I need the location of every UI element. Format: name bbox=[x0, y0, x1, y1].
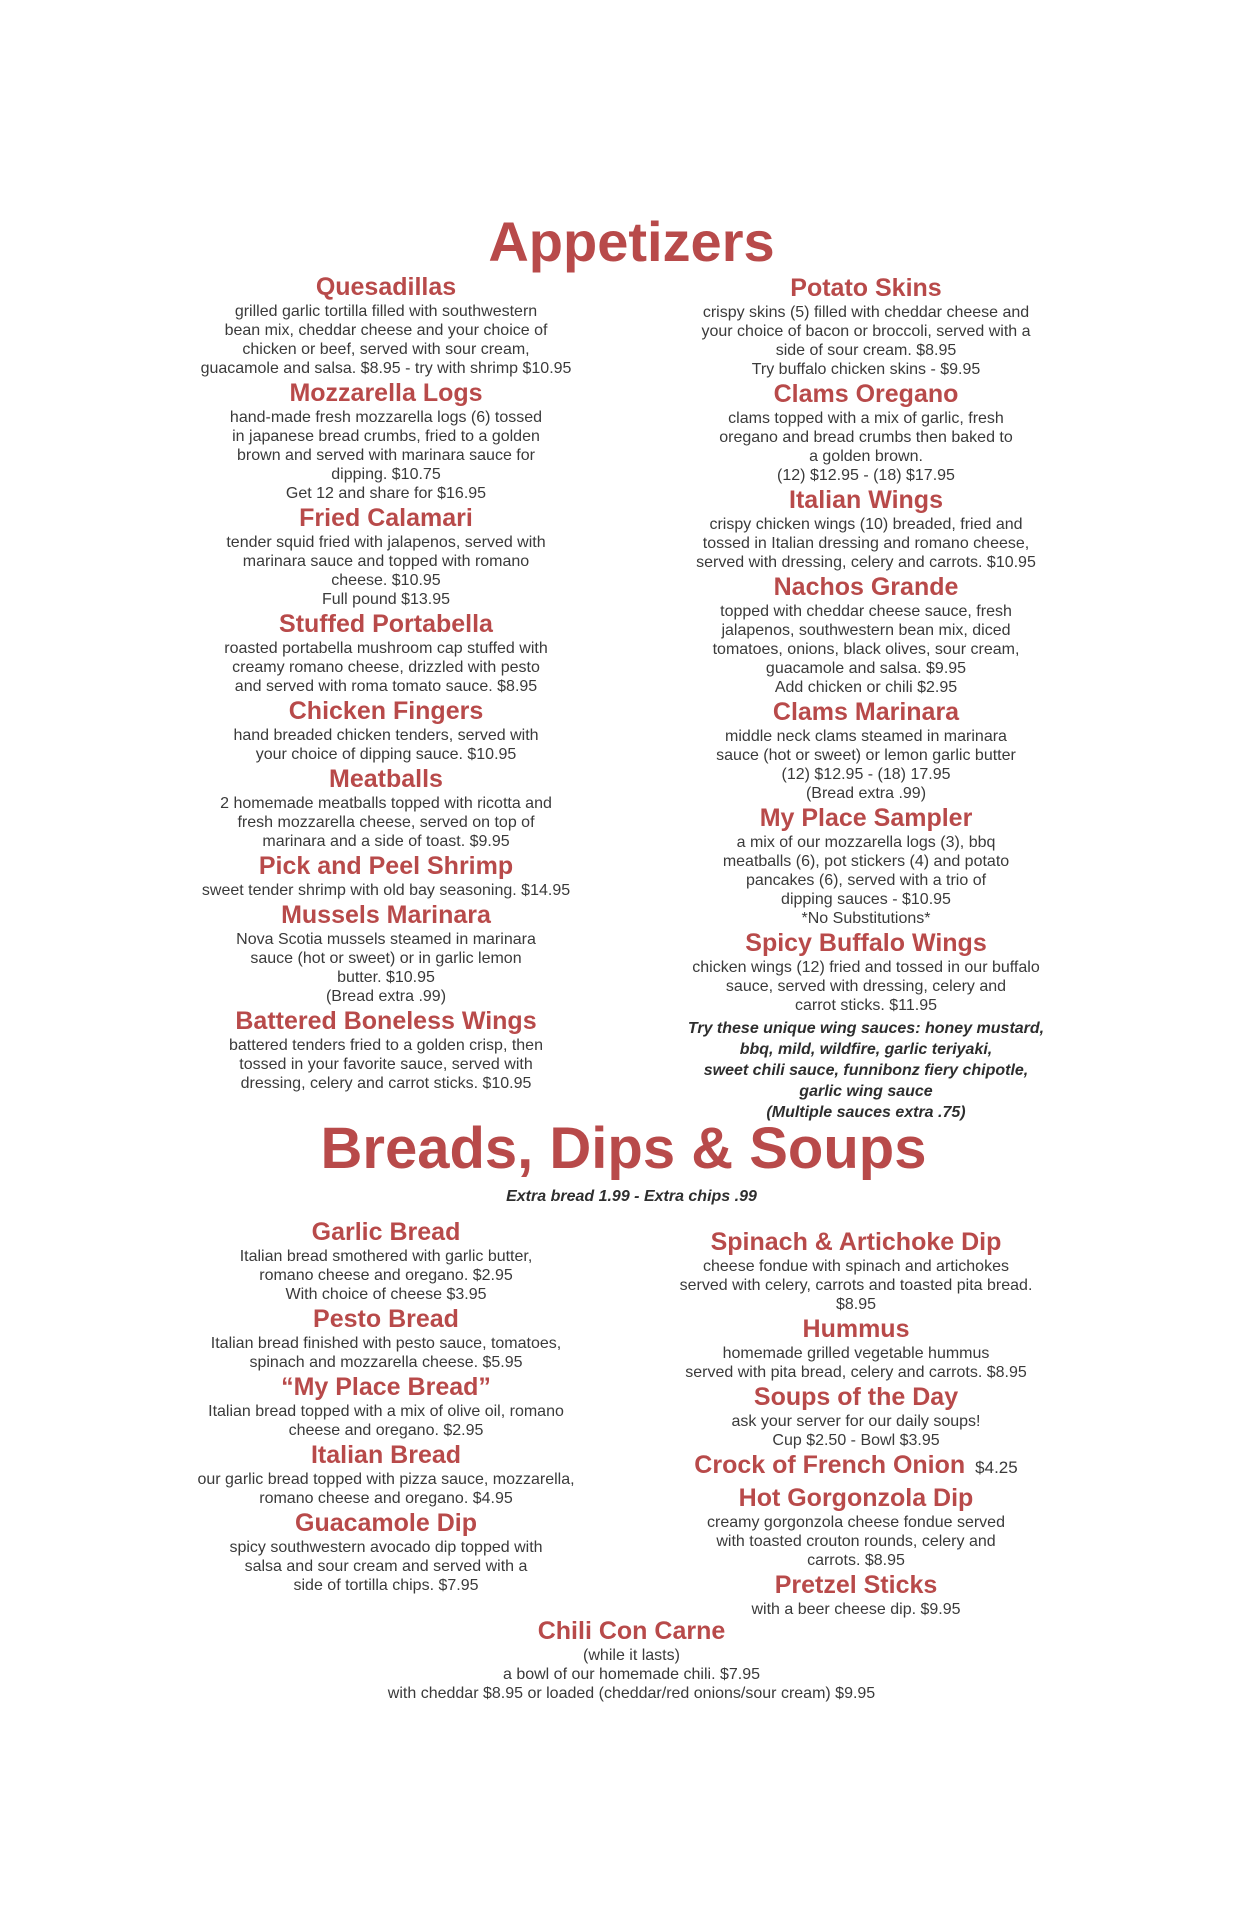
menu-item-description: chicken wings (12) fried and tossed in our buffalo bbox=[692, 959, 1040, 976]
menu-item-potato-skins bbox=[650, 273, 1082, 379]
menu-item-description: sweet tender shrimp with old bay seasoning. $14.95 bbox=[201, 882, 571, 899]
menu-item-garlic-bread bbox=[170, 1217, 602, 1304]
menu-item-description: and served with roma tomato sauce. $8.95 bbox=[234, 678, 538, 695]
menu-item-name bbox=[170, 378, 602, 408]
chili-con-carne-section bbox=[0, 1616, 1243, 1703]
menu-item-name-text: Meatballs bbox=[329, 765, 443, 793]
menu-item-name bbox=[650, 273, 1082, 303]
menu-item-description: 2 homemade meatballs topped with ricotta and bbox=[220, 795, 552, 812]
menu-item-fried-calamari bbox=[170, 503, 602, 609]
menu-item-name-text: Stuffed Portabella bbox=[279, 610, 493, 638]
breads-dips-soups-title bbox=[0, 1116, 1243, 1182]
menu-item-description: Full pound $13.95 bbox=[321, 591, 451, 608]
menu-item-italian-wings bbox=[650, 485, 1082, 572]
menu-item-description: homemade grilled vegetable hummus bbox=[722, 1345, 990, 1362]
menu-item-name bbox=[640, 1483, 1072, 1513]
menu-item-description: Nova Scotia mussels steamed in marinara bbox=[236, 931, 536, 948]
menu-item-description: brown and served with marinara sauce for bbox=[237, 447, 535, 464]
menu-item-description: romano cheese and oregano. $4.95 bbox=[259, 1490, 513, 1507]
menu-item-mozzarella-logs bbox=[170, 378, 602, 503]
menu-item-name-text: Chicken Fingers bbox=[288, 697, 484, 725]
menu-item-clams-marinara bbox=[650, 697, 1082, 803]
menu-item-description: Italian bread topped with a mix of olive oil, romano bbox=[208, 1403, 564, 1420]
menu-item-description: battered tenders fried to a golden crisp, then bbox=[229, 1037, 543, 1054]
menu-item-description: with a beer cheese dip. $9.95 bbox=[751, 1601, 961, 1618]
menu-item-my-place-bread bbox=[170, 1372, 602, 1440]
menu-item-name-text: Mussels Marinara bbox=[281, 901, 491, 929]
menu-item-description: cheese and oregano. $2.95 bbox=[288, 1422, 484, 1439]
menu-item-description: your choice of dipping sauce. $10.95 bbox=[255, 746, 517, 763]
dips-title-word: Dips bbox=[549, 1116, 676, 1181]
menu-item-description: (while it lasts) bbox=[583, 1647, 680, 1664]
menu-item-description: topped with cheddar cheese sauce, fresh bbox=[720, 603, 1012, 620]
menu-item-description: served with celery, carrots and toasted pita bread. bbox=[679, 1277, 1033, 1294]
menu-item-name bbox=[170, 1006, 602, 1036]
menu-item-description: crispy skins (5) filled with cheddar cheese and bbox=[702, 304, 1030, 321]
menu-item-name bbox=[650, 379, 1082, 409]
menu-item-name bbox=[0, 1616, 1243, 1646]
menu-item-soups-of-the-day bbox=[640, 1382, 1072, 1450]
menu-item-description: sauce (hot or sweet) or in garlic lemon bbox=[250, 950, 522, 967]
sauce-note-line: sweet chili sauce, funnibonz fiery chipotle, bbox=[703, 1062, 1029, 1079]
menu-item-description: a mix of our mozzarella logs (3), bbq bbox=[736, 834, 996, 851]
menu-item-description: tomatoes, onions, black olives, sour cream, bbox=[712, 641, 1020, 658]
menu-item-description: creamy gorgonzola cheese fondue served bbox=[707, 1514, 1005, 1531]
appetizers-right-column bbox=[650, 273, 1082, 1015]
menu-item-name bbox=[640, 1450, 1072, 1483]
menu-item-description: meatballs (6), pot stickers (4) and potato bbox=[722, 853, 1010, 870]
menu-item-description: creamy romano cheese, drizzled with pesto bbox=[232, 659, 540, 676]
menu-item-guacamole-dip bbox=[170, 1508, 602, 1595]
menu-item-pesto-bread bbox=[170, 1304, 602, 1372]
menu-item-name bbox=[650, 697, 1082, 727]
menu-item-description: Get 12 and share for $16.95 bbox=[285, 485, 487, 502]
menu-item-name-text: “My Place Bread” bbox=[281, 1373, 491, 1401]
menu-item-italian-bread bbox=[170, 1440, 602, 1508]
menu-item-description: guacamole and salsa. $8.95 - try with shrimp $10.95 bbox=[200, 360, 572, 377]
menu-item-name-text: My Place Sampler bbox=[759, 804, 973, 832]
sauce-note-line: (Multiple sauces extra .75) bbox=[766, 1104, 966, 1121]
menu-item-chili-con-carne bbox=[0, 1616, 1243, 1703]
sauce-note-line: Try these unique wing sauces: honey mustard, bbox=[687, 1020, 1045, 1037]
menu-item-description: tossed in Italian dressing and romano cheese, bbox=[702, 535, 1030, 552]
menu-item-name-text: Italian Wings bbox=[789, 486, 943, 514]
menu-item-name bbox=[170, 1508, 602, 1538]
menu-item-description: pancakes (6), served with a trio of bbox=[745, 872, 987, 889]
menu-item-description: Italian bread smothered with garlic butter, bbox=[239, 1248, 533, 1265]
menu-item-name-text: Chili Con Carne bbox=[537, 1617, 726, 1645]
menu-item-name bbox=[170, 503, 602, 533]
menu-item-description: served with dressing, celery and carrots. $10.95 bbox=[696, 554, 1036, 571]
menu-item-description: cheese fondue with spinach and artichokes bbox=[703, 1258, 1009, 1275]
menu-item-description: side of tortilla chips. $7.95 bbox=[293, 1577, 479, 1594]
menu-item-description: your choice of bacon or broccoli, served with a bbox=[701, 323, 1031, 340]
menu-item-description: dressing, celery and carrot sticks. $10.95 bbox=[240, 1075, 532, 1092]
sauce-note-line: garlic wing sauce bbox=[799, 1083, 933, 1100]
menu-item-name bbox=[170, 609, 602, 639]
menu-item-name-text: Quesadillas bbox=[315, 273, 457, 301]
menu-item-description: carrots. $8.95 bbox=[807, 1552, 905, 1569]
menu-item-name bbox=[640, 1570, 1072, 1600]
breads-right-column bbox=[640, 1227, 1072, 1619]
menu-item-description: hand-made fresh mozzarella logs (6) tossed bbox=[229, 409, 543, 426]
menu-item-pretzel-sticks bbox=[640, 1570, 1072, 1619]
menu-item-description: Cup $2.50 - Bowl $3.95 bbox=[772, 1432, 940, 1449]
menu-item-description: (Bread extra .99) bbox=[805, 785, 927, 802]
menu-item-name bbox=[640, 1382, 1072, 1412]
menu-item-name-text: Pretzel Sticks bbox=[774, 1571, 938, 1599]
breads-left-column bbox=[170, 1217, 602, 1595]
menu-item-name bbox=[650, 572, 1082, 602]
appetizers-title: Appetizers bbox=[488, 210, 775, 273]
menu-item-my-place-sampler bbox=[650, 803, 1082, 928]
menu-item-description: romano cheese and oregano. $2.95 bbox=[259, 1267, 513, 1284]
menu-item-crock-of-french-onion bbox=[640, 1450, 1072, 1483]
menu-item-description: jalapenos, southwestern bean mix, diced bbox=[721, 622, 1011, 639]
menu-item-pick-and-peel-shrimp bbox=[170, 851, 602, 900]
menu-item-description: marinara sauce and topped with romano bbox=[242, 553, 530, 570]
menu-item-description: sauce (hot or sweet) or lemon garlic butter bbox=[716, 747, 1016, 764]
menu-item-spinach-artichoke-dip bbox=[640, 1227, 1072, 1314]
menu-item-description: spicy southwestern avocado dip topped with bbox=[229, 1539, 543, 1556]
menu-item-description: side of sour cream. $8.95 bbox=[775, 342, 957, 359]
menu-item-description: marinara and a side of toast. $9.95 bbox=[262, 833, 510, 850]
menu-item-description: With choice of cheese $3.95 bbox=[285, 1286, 487, 1303]
menu-item-name-text: Battered Boneless Wings bbox=[235, 1007, 537, 1035]
menu-item-name bbox=[170, 900, 602, 930]
menu-item-description: Add chicken or chili $2.95 bbox=[774, 679, 958, 696]
menu-item-nachos-grande bbox=[650, 572, 1082, 697]
menu-item-description: Italian bread finished with pesto sauce, tomatoes, bbox=[210, 1335, 562, 1352]
menu-item-description: Try buffalo chicken skins - $9.95 bbox=[751, 361, 981, 378]
menu-item-name-text: Italian Bread bbox=[310, 1441, 462, 1469]
menu-item-description: (12) $12.95 - (18) $17.95 bbox=[777, 467, 955, 484]
menu-item-name-text: Pick and Peel Shrimp bbox=[258, 852, 514, 880]
menu-item-name-text: Spinach & Artichoke Dip bbox=[710, 1228, 1002, 1256]
menu-item-description: guacamole and salsa. $9.95 bbox=[765, 660, 967, 677]
breads-title-word: Breads, bbox=[320, 1116, 534, 1181]
menu-item-hot-gorgonzola-dip bbox=[640, 1483, 1072, 1570]
menu-item-description: dipping. $10.75 bbox=[331, 466, 441, 483]
menu-item-description: roasted portabella mushroom cap stuffed with bbox=[224, 640, 548, 657]
menu-item-description: grilled garlic tortilla filled with southwestern bbox=[234, 303, 538, 320]
breads-subtitle: Extra bread 1.99 - Extra chips .99 bbox=[506, 1188, 757, 1205]
menu-item-name-text: Spicy Buffalo Wings bbox=[745, 929, 987, 957]
menu-item-description: hand breaded chicken tenders, served with bbox=[233, 727, 539, 744]
menu-item-description: (12) $12.95 - (18) 17.95 bbox=[781, 766, 951, 783]
menu-item-description: served with pita bread, celery and carrots. $8.95 bbox=[685, 1364, 1027, 1381]
menu-item-name bbox=[170, 1440, 602, 1470]
menu-item-description: a bowl of our homemade chili. $7.95 bbox=[502, 1666, 761, 1683]
menu-item-name bbox=[170, 851, 602, 881]
menu-item-name bbox=[170, 1217, 602, 1247]
menu-item-description: bean mix, cheddar cheese and your choice of bbox=[224, 322, 548, 339]
menu-item-name-text: Fried Calamari bbox=[299, 504, 473, 532]
menu-item-description: fresh mozzarella cheese, served on top of bbox=[237, 814, 535, 831]
menu-item-description: cheese. $10.95 bbox=[331, 572, 441, 589]
menu-item-name bbox=[170, 1304, 602, 1334]
menu-item-price: $4.25 bbox=[975, 1458, 1018, 1477]
menu-item-meatballs bbox=[170, 764, 602, 851]
soups-title-word: & Soups bbox=[691, 1116, 927, 1181]
menu-item-name-text: Clams Marinara bbox=[772, 698, 960, 726]
menu-item-description: our garlic bread topped with pizza sauce, mozzarella, bbox=[197, 1471, 575, 1488]
menu-item-mussels-marinara bbox=[170, 900, 602, 1006]
menu-item-description: with toasted crouton rounds, celery and bbox=[716, 1533, 996, 1550]
menu-item-description: chicken or beef, served with sour cream, bbox=[242, 341, 530, 358]
menu-item-description: butter. $10.95 bbox=[337, 969, 435, 986]
menu-item-name bbox=[650, 485, 1082, 515]
menu-item-description: oregano and bread crumbs then baked to bbox=[719, 429, 1013, 446]
menu-item-battered-boneless-wings bbox=[170, 1006, 602, 1093]
menu-item-description: a golden brown. bbox=[809, 448, 923, 465]
menu-item-name-text: Crock of French Onion bbox=[694, 1451, 966, 1479]
menu-item-name-text: Soups of the Day bbox=[753, 1383, 959, 1411]
menu-item-name-text: Hot Gorgonzola Dip bbox=[738, 1484, 974, 1512]
menu-item-description: with cheddar $8.95 or loaded (cheddar/red onions/sour cream) $9.95 bbox=[387, 1685, 876, 1702]
menu-item-name bbox=[170, 1372, 602, 1402]
menu-item-name-text: Hummus bbox=[802, 1315, 910, 1343]
menu-item-name-text: Mozzarella Logs bbox=[289, 379, 483, 407]
menu-item-description: tender squid fried with jalapenos, served with bbox=[226, 534, 546, 551]
wing-sauce-note bbox=[650, 1018, 1082, 1123]
menu-item-spicy-buffalo-wings bbox=[650, 928, 1082, 1015]
menu-item-name-text: Clams Oregano bbox=[773, 380, 959, 408]
menu-item-name-text: Guacamole Dip bbox=[295, 1509, 477, 1537]
menu-item-description: in japanese bread crumbs, fried to a golden bbox=[232, 428, 540, 445]
menu-item-description: salsa and sour cream and served with a bbox=[244, 1558, 528, 1575]
menu-item-description: ask your server for our daily soups! bbox=[731, 1413, 981, 1430]
menu-item-name-text: Garlic Bread bbox=[311, 1218, 461, 1246]
sauce-note-line: bbq, mild, wildfire, garlic teriyaki, bbox=[739, 1041, 993, 1058]
menu-item-clams-oregano bbox=[650, 379, 1082, 485]
menu-item-description: $8.95 bbox=[835, 1296, 877, 1313]
menu-item-description: tossed in your favorite sauce, served with bbox=[239, 1056, 533, 1073]
menu-item-description: spinach and mozzarella cheese. $5.95 bbox=[249, 1354, 523, 1371]
menu-item-name-text: Potato Skins bbox=[790, 274, 942, 302]
menu-item-description: crispy chicken wings (10) breaded, fried and bbox=[709, 516, 1023, 533]
menu-item-name bbox=[650, 928, 1082, 958]
menu-item-description: (Bread extra .99) bbox=[325, 988, 447, 1005]
menu-item-description: sauce, served with dressing, celery and bbox=[725, 978, 1007, 995]
menu-item-description: dipping sauces - $10.95 bbox=[781, 891, 951, 908]
menu-item-stuffed-portabella bbox=[170, 609, 602, 696]
menu-item-name bbox=[640, 1314, 1072, 1344]
menu-item-name bbox=[170, 696, 602, 726]
menu-item-description: middle neck clams steamed in marinara bbox=[725, 728, 1007, 745]
menu-item-description: carrot sticks. $11.95 bbox=[795, 997, 937, 1014]
menu-item-name bbox=[640, 1227, 1072, 1257]
menu-item-description: *No Substitutions* bbox=[801, 910, 931, 927]
menu-item-hummus bbox=[640, 1314, 1072, 1382]
menu-item-name bbox=[170, 272, 602, 302]
menu-item-name bbox=[170, 764, 602, 794]
menu-item-name-text: Pesto Bread bbox=[313, 1305, 459, 1333]
menu-item-quesadillas bbox=[170, 272, 602, 378]
menu-item-chicken-fingers bbox=[170, 696, 602, 764]
menu-item-description: clams topped with a mix of garlic, fresh bbox=[728, 410, 1004, 427]
menu-item-name bbox=[650, 803, 1082, 833]
appetizers-left-column bbox=[170, 272, 602, 1093]
menu-item-name-text: Nachos Grande bbox=[773, 573, 959, 601]
